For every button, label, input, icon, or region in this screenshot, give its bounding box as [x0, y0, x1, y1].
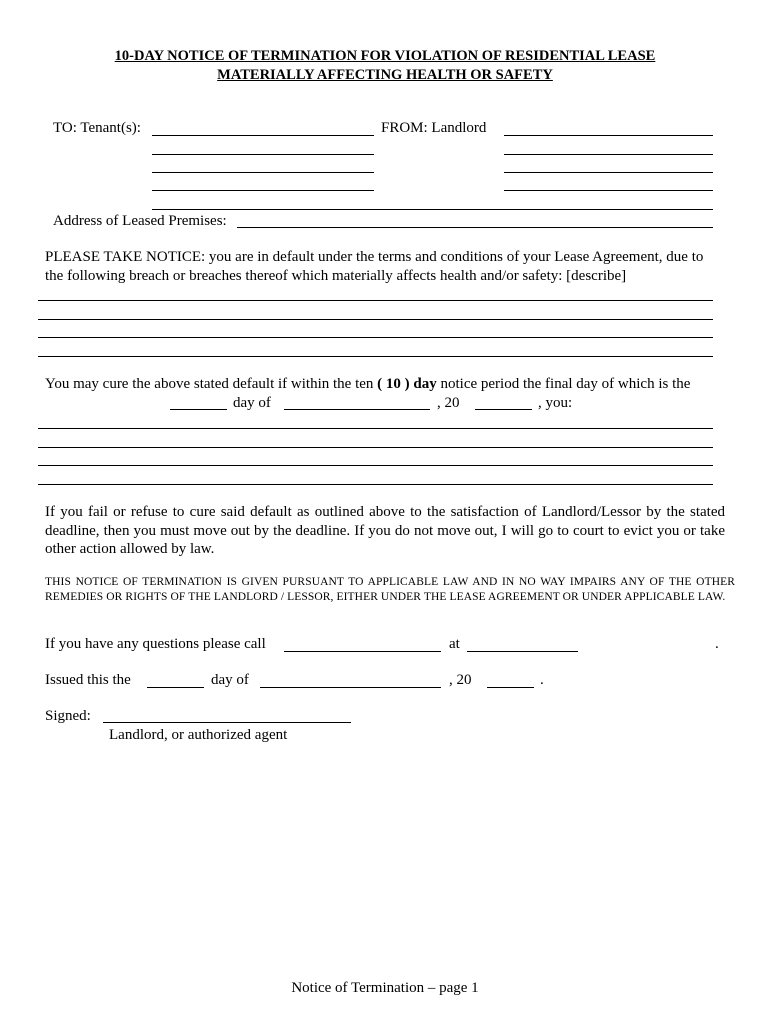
tenant-line-3[interactable]	[152, 172, 374, 173]
questions-label: If you have any questions please call	[45, 636, 266, 652]
breach-line-2[interactable]	[38, 319, 713, 320]
to-tenant-label: TO: Tenant(s):	[53, 120, 141, 136]
cure-period-bold: ( 10 ) day	[377, 376, 437, 392]
address-label: Address of Leased Premises:	[53, 213, 227, 229]
cure-line-2[interactable]	[38, 447, 713, 448]
cure-year-prefix: , 20	[437, 395, 460, 411]
landlord-line-4[interactable]	[504, 190, 713, 191]
at-label: at	[449, 636, 460, 652]
notice-paragraph: PLEASE TAKE NOTICE: you are in default under the terms and conditions of your Lease Agreement, due to the following breach or breaches thereof which materially affects health and/or safety: [describe]	[45, 249, 704, 284]
issued-month-blank[interactable]	[260, 687, 441, 688]
cure-day-blank[interactable]	[170, 409, 227, 410]
document-title	[0, 47, 770, 66]
cure-line-3[interactable]	[38, 465, 713, 466]
landlord-line-1[interactable]	[504, 135, 713, 136]
tenant-line-1[interactable]	[152, 135, 374, 136]
landlord-line-2[interactable]	[504, 154, 713, 155]
extra-address-line[interactable]	[152, 209, 713, 210]
document-subtitle	[0, 66, 770, 85]
page-footer: Notice of Termination – page 1	[291, 980, 479, 996]
cure-year-blank[interactable]	[475, 409, 532, 410]
issued-period: .	[540, 672, 544, 688]
issued-year-blank[interactable]	[487, 687, 534, 688]
cure-paragraph	[45, 375, 735, 394]
contact-name-blank[interactable]	[284, 651, 441, 652]
issued-year-prefix: , 20	[449, 672, 472, 688]
fail-paragraph: If you fail or refuse to cure said default as outlined above to the satisfaction of Landlord/Lessor by the stated deadline, then you must move out by the deadline. If you do not move out, I will go to court to evict you or take other action allowed by law.	[45, 504, 725, 557]
cure-text-before: You may cure the above stated default if within the ten	[45, 376, 374, 392]
title-line-1: 10-DAY NOTICE OF TERMINATION FOR VIOLATION OF RESIDENTIAL LEASE	[114, 48, 656, 64]
title-line-2: MATERIALLY AFFECTING HEALTH OR SAFETY	[217, 67, 553, 83]
landlord-line-3[interactable]	[504, 172, 713, 173]
issued-day-of: day of	[211, 672, 249, 688]
cure-text-after: notice period the final day of which is the	[440, 376, 691, 392]
breach-line-3[interactable]	[38, 337, 713, 338]
signature-line[interactable]	[103, 722, 351, 723]
issued-label: Issued this the	[45, 672, 131, 688]
cure-line-1[interactable]	[38, 428, 713, 429]
breach-line-1[interactable]	[38, 300, 713, 301]
cure-you: , you:	[538, 395, 573, 411]
questions-period: .	[715, 636, 719, 652]
legal-notice-paragraph: THIS NOTICE OF TERMINATION IS GIVEN PURSUANT TO APPLICABLE LAW AND IN NO WAY IMPAIRS ANY OF THE OTHER REMEDIES OR RIGHTS OF THE LANDLORD / LESSOR, EITHER UNDER THE LEASE AGREEMENT OR UNDER APPLICABLE LAW.	[45, 576, 735, 603]
tenant-line-2[interactable]	[152, 154, 374, 155]
contact-phone-blank[interactable]	[467, 651, 578, 652]
address-line[interactable]	[237, 227, 713, 228]
tenant-line-4[interactable]	[152, 190, 374, 191]
signer-caption: Landlord, or authorized agent	[109, 727, 288, 743]
cure-line-4[interactable]	[38, 484, 713, 485]
signed-label: Signed:	[45, 708, 91, 724]
cure-month-blank[interactable]	[284, 409, 430, 410]
cure-day-of: day of	[233, 395, 271, 411]
breach-line-4[interactable]	[38, 356, 713, 357]
from-landlord-label: FROM: Landlord	[381, 120, 487, 136]
issued-day-blank[interactable]	[147, 687, 204, 688]
